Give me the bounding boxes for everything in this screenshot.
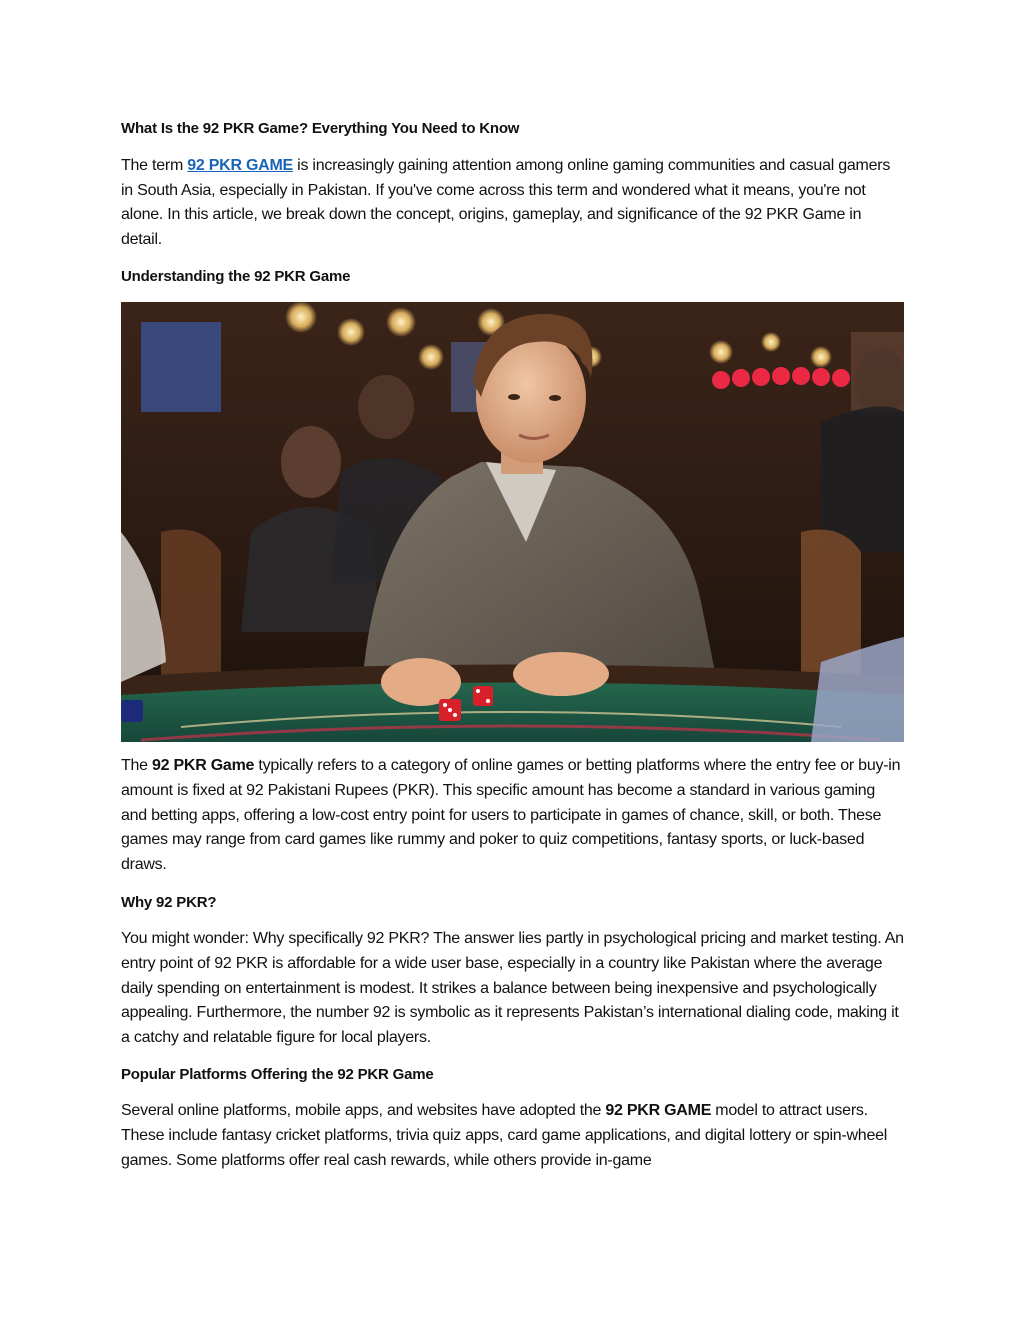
- intro-text-before: The term: [121, 157, 188, 174]
- understanding-bold-term: 92 PKR Game: [152, 757, 255, 775]
- understanding-text-before: The: [121, 757, 153, 775]
- casino-photo: [121, 302, 904, 742]
- platforms-paragraph: [121, 1099, 904, 1173]
- document-page: [121, 118, 904, 1173]
- understanding-text-after: typically refers to a category of online games or betting platforms where the entry fee or buy-in amount is fixed at 92 Pakistani Rupees (PKR). This specific amount has become a standard in various gaming and betting apps, offering a low-cost entry point for users to participate in games of chance, skill, or both. These games may range from card games like rummy and poker to quiz competitions, fantasy sports, or luck-based draws.: [121, 757, 901, 873]
- 92-pkr-game-link[interactable]: 92 PKR GAME: [187, 157, 293, 174]
- heading-why-92-pkr: Why 92 PKR?: [121, 894, 217, 912]
- platforms-bold-term: 92 PKR GAME: [605, 1102, 712, 1120]
- heading-understanding: Understanding the 92 PKR Game: [121, 268, 351, 286]
- platforms-text-before: Several online platforms, mobile apps, and websites have adopted the: [121, 1102, 606, 1120]
- intro-text-after: is increasingly gaining attention among online gaming communities and casual gamers in South Asia, especially in Pakistan. If you've come across this term and wondered what it means, you're not alone. In this article, we break down the concept, origins, gameplay, and significance of the 92 PKR Game in detail.: [121, 157, 891, 248]
- intro-paragraph: [121, 154, 904, 252]
- article-title: What Is the 92 PKR Game? Everything You Need to Know: [121, 120, 520, 137]
- understanding-paragraph: [121, 754, 904, 877]
- platforms-text-after: model to attract users. These include fantasy cricket platforms, trivia quiz apps, card game applications, and digital lottery or spin-wheel games. Some platforms offer real cash rewards, while others provide in-game: [121, 1102, 888, 1169]
- heading-popular-platforms: Popular Platforms Offering the 92 PKR Game: [121, 1066, 434, 1084]
- why-paragraph: You might wonder: Why specifically 92 PKR? The answer lies partly in psychological pricing and market testing. An entry point of 92 PKR is affordable for a wide user base, especially in a country like Pakistan where the average daily spending on entertainment is modest. It strikes a balance between being inexpensive and psychologically appealing. Furthermore, the number 92 is symbolic as it represents Pakistan’s international dialing code, making it a catchy and relatable figure for local players.: [121, 930, 904, 1046]
